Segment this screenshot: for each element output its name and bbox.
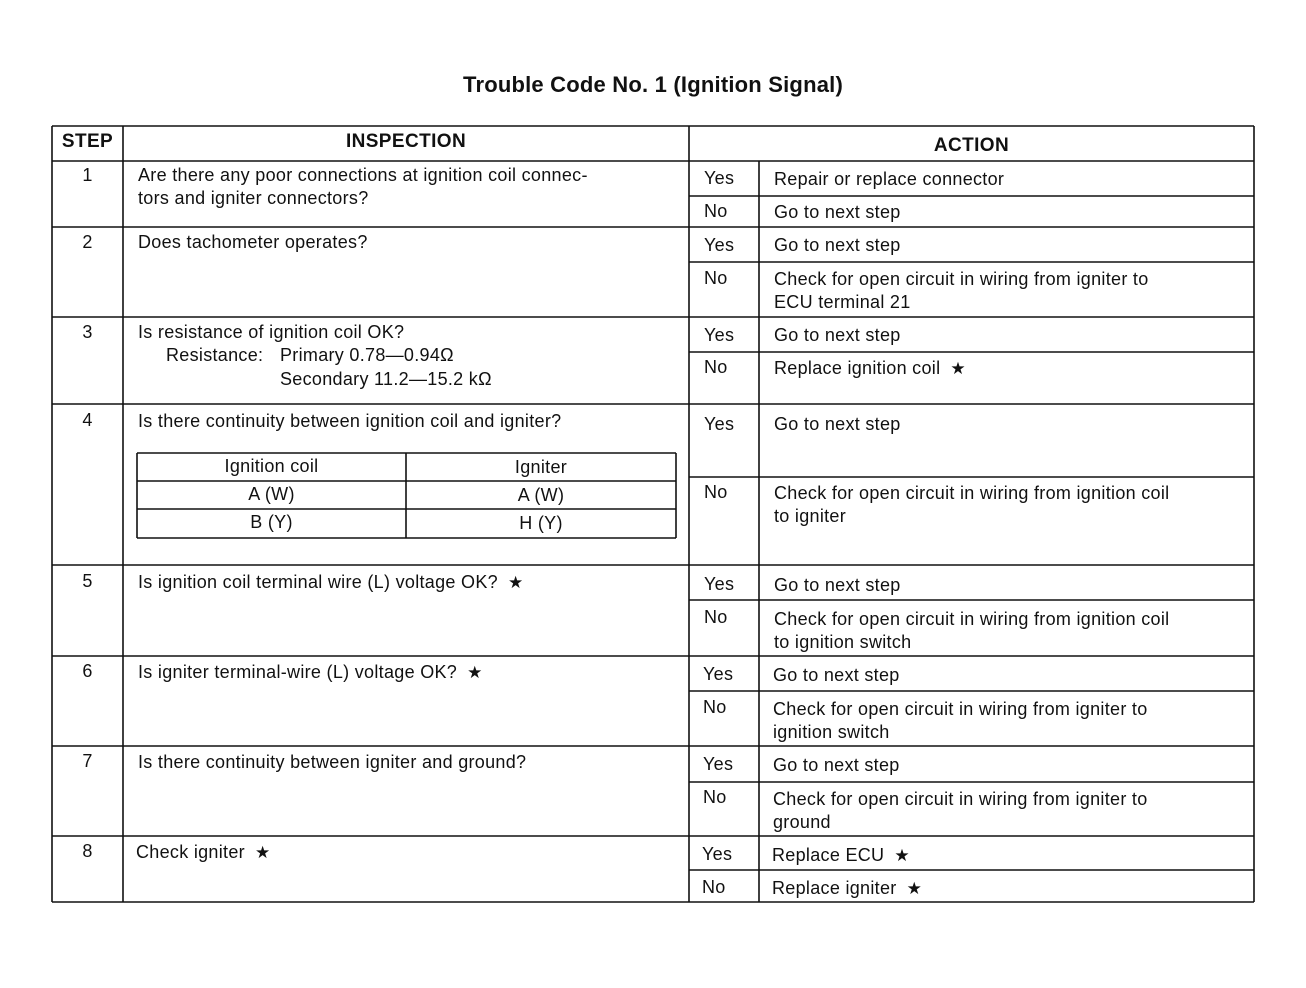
no-action: to igniter bbox=[774, 506, 847, 526]
no-label: No bbox=[704, 482, 728, 502]
yes-label: Yes bbox=[704, 168, 735, 188]
no-label: No bbox=[704, 268, 728, 288]
yes-label: Yes bbox=[703, 754, 734, 774]
star-icon: ★ bbox=[254, 843, 271, 862]
resistance-primary: Primary 0.78—0.94Ω bbox=[280, 345, 454, 365]
no-action: ignition switch bbox=[773, 722, 890, 742]
inspection-text: Does tachometer operates? bbox=[138, 232, 368, 252]
yes-action: Replace ECU ★ bbox=[772, 845, 910, 865]
no-action: ground bbox=[773, 812, 831, 832]
no-action: ECU terminal 21 bbox=[774, 292, 911, 312]
inspection-text: tors and igniter connectors? bbox=[138, 188, 369, 208]
star-icon: ★ bbox=[894, 846, 910, 865]
resistance-secondary: Secondary 11.2—15.2 kΩ bbox=[280, 369, 492, 389]
step-number: 7 bbox=[82, 751, 93, 771]
yes-action: Go to next step bbox=[773, 755, 900, 775]
star-icon: ★ bbox=[507, 573, 524, 592]
subtable-header: Ignition coil bbox=[224, 456, 319, 476]
subtable-cell: H (Y) bbox=[519, 513, 563, 533]
no-action: to ignition switch bbox=[774, 632, 912, 652]
yes-label: Yes bbox=[702, 844, 733, 864]
step-number: 4 bbox=[82, 410, 93, 430]
step-number: 1 bbox=[82, 165, 93, 185]
no-action: Go to next step bbox=[774, 202, 901, 222]
yes-action: Go to next step bbox=[774, 235, 901, 255]
inspection-text: Is resistance of ignition coil OK? bbox=[138, 322, 405, 342]
yes-action: Go to next step bbox=[774, 575, 901, 595]
yes-action: Go to next step bbox=[774, 325, 901, 345]
yes-label: Yes bbox=[704, 325, 735, 345]
no-label: No bbox=[704, 357, 728, 377]
yes-action: Go to next step bbox=[774, 414, 901, 434]
resistance-label: Resistance: bbox=[166, 345, 264, 365]
no-label: No bbox=[703, 697, 727, 717]
inspection-text: Are there any poor connections at ignition coil connec- bbox=[138, 165, 588, 185]
inspection-text: Is igniter terminal-wire (L) voltage OK? ★ bbox=[138, 662, 483, 682]
star-icon: ★ bbox=[467, 663, 483, 682]
inspection-text: Is there continuity between igniter and ground? bbox=[138, 752, 527, 772]
yes-action: Repair or replace connector bbox=[774, 169, 1005, 189]
header-step: STEP bbox=[61, 131, 114, 152]
yes-label: Yes bbox=[704, 414, 735, 434]
step-number: 8 bbox=[82, 841, 93, 861]
subtable-cell: B (Y) bbox=[250, 512, 293, 532]
header-inspection: INSPECTION bbox=[345, 131, 467, 152]
yes-label: Yes bbox=[703, 664, 734, 684]
inspection-text: Check igniter ★ bbox=[136, 842, 271, 862]
step-number: 5 bbox=[82, 571, 93, 591]
step-number: 6 bbox=[82, 661, 93, 681]
header-action: ACTION bbox=[933, 135, 1010, 156]
no-label: No bbox=[703, 787, 727, 807]
subtable-header: Igniter bbox=[514, 457, 568, 477]
subtable-cell: A (W) bbox=[517, 485, 565, 505]
no-action: Check for open circuit in wiring from ignition coil bbox=[774, 609, 1170, 629]
no-action: Check for open circuit in wiring from ignition coil bbox=[774, 483, 1170, 503]
star-icon: ★ bbox=[906, 879, 923, 898]
no-action: Check for open circuit in wiring from igniter to bbox=[773, 699, 1148, 719]
step-number: 2 bbox=[82, 232, 93, 252]
step-number: 3 bbox=[82, 322, 93, 342]
page-title: Trouble Code No. 1 (Ignition Signal) bbox=[463, 72, 843, 97]
no-action: Replace igniter ★ bbox=[772, 878, 923, 898]
no-action: Replace ignition coil ★ bbox=[774, 358, 966, 378]
no-label: No bbox=[702, 877, 726, 897]
subtable-cell: A (W) bbox=[248, 484, 295, 504]
yes-action: Go to next step bbox=[773, 665, 900, 685]
yes-label: Yes bbox=[704, 574, 735, 594]
no-action: Check for open circuit in wiring from igniter to bbox=[773, 789, 1148, 809]
star-icon: ★ bbox=[950, 359, 966, 378]
inspection-text: Is there continuity between ignition coil and igniter? bbox=[138, 411, 562, 431]
no-action: Check for open circuit in wiring from igniter to bbox=[774, 269, 1149, 289]
no-label: No bbox=[704, 607, 728, 627]
no-label: No bbox=[704, 201, 728, 221]
yes-label: Yes bbox=[704, 235, 735, 255]
inspection-text: Is ignition coil terminal wire (L) voltage OK? ★ bbox=[138, 572, 524, 592]
